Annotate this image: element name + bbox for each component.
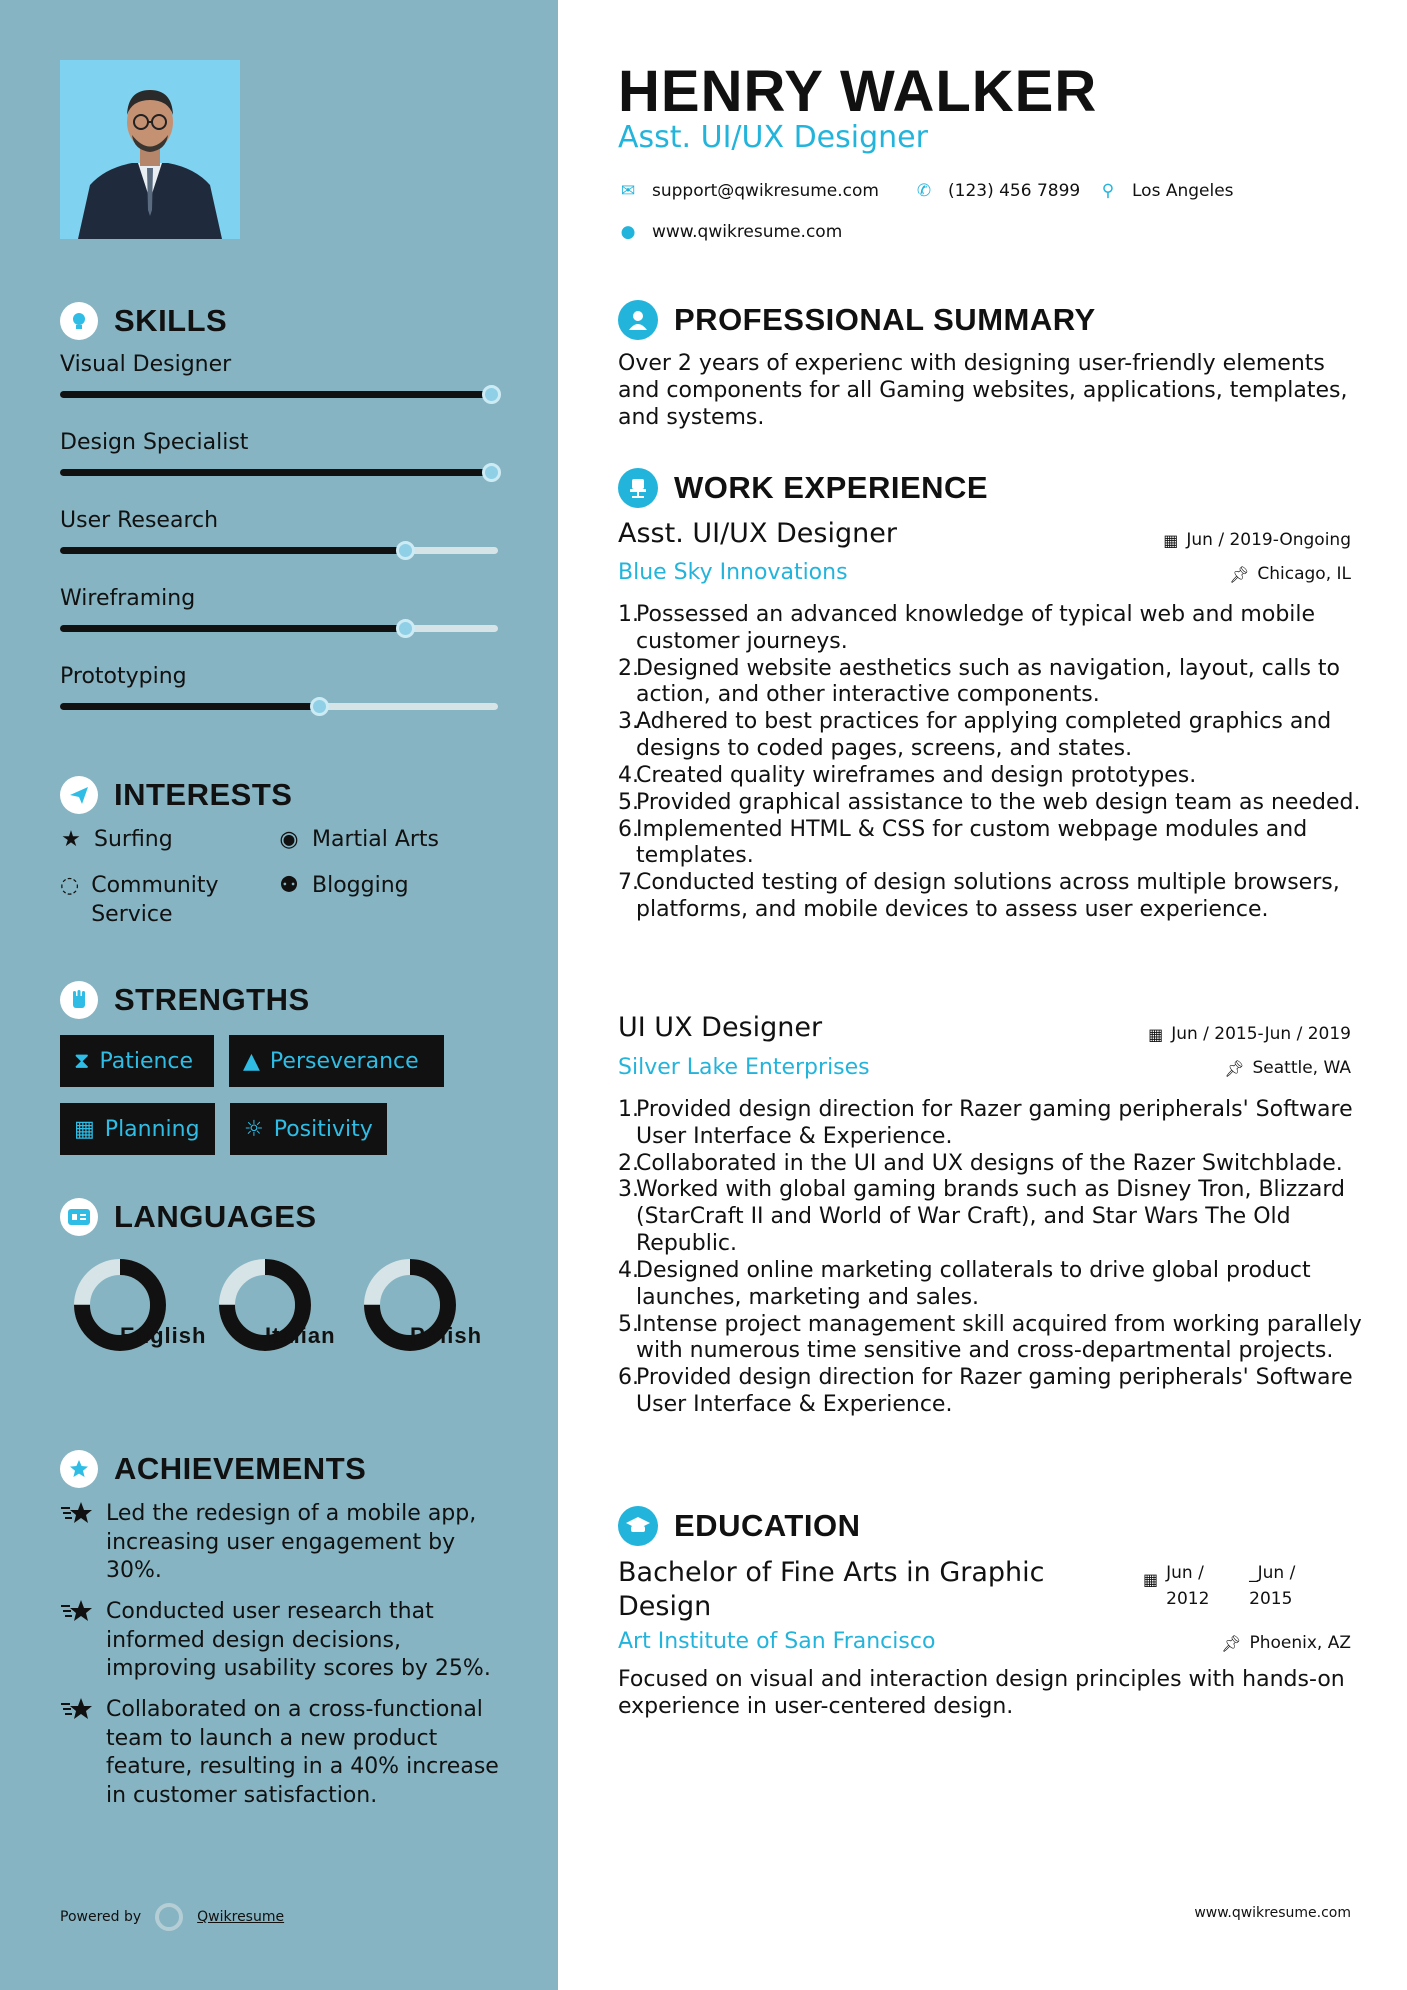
contact-email[interactable] xyxy=(618,181,879,201)
duty-item: 3. Adhered to best practices for applying completed graphics and designs to coded pages, screens, and states. xyxy=(618,709,1332,762)
contact-location xyxy=(1098,181,1234,201)
work-title: WORK EXPERIENCE xyxy=(674,470,989,505)
job-title: Asst. UI/UX Designer xyxy=(618,518,897,549)
calendar-icon: ▦ xyxy=(1143,1570,1159,1589)
skill-item xyxy=(60,430,500,455)
achievement-text: Collaborated on a cross-functional team to launch a new product feature, resulting in a 40% increase in customer satisfaction. xyxy=(106,1697,499,1808)
interest-label: Blogging xyxy=(312,873,409,898)
duty-item: 5. Provided graphical assistance to the web design team as needed. xyxy=(618,789,1361,815)
education-start: Jun / 2012 xyxy=(1166,1563,1210,1610)
map-pin-icon: ⚲ xyxy=(1101,181,1115,201)
paper-plane-icon xyxy=(60,776,98,814)
shooting-star-icon xyxy=(60,1500,96,1586)
hand-icon xyxy=(60,981,98,1019)
job-location-text: Chicago, IL xyxy=(1257,564,1351,584)
hourglass-icon: ⧗ xyxy=(74,1048,90,1074)
skill-bar xyxy=(60,625,498,632)
skill-item xyxy=(60,508,500,533)
graduation-cap-icon xyxy=(618,1506,658,1546)
skill-bar xyxy=(60,391,498,398)
skill-bar xyxy=(60,469,498,476)
footer-url[interactable]: www.qwikresume.com xyxy=(1194,1905,1351,1921)
skill-label: Design Specialist xyxy=(60,430,249,455)
strengths-title: STRENGTHS xyxy=(114,982,310,1017)
language-icon xyxy=(60,1198,98,1236)
interest-label: Martial Arts xyxy=(312,827,440,852)
school-name: Art Institute of San Francisco xyxy=(618,1629,936,1654)
skill-item xyxy=(60,352,500,377)
powered-by-label: Powered by xyxy=(60,1909,142,1925)
skills-heading xyxy=(60,302,227,340)
achievement-item xyxy=(60,1598,500,1684)
skill-item xyxy=(60,664,500,689)
interest-item xyxy=(278,826,439,855)
achievement-text: Led the redesign of a mobile app, increasing user engagement by 30%. xyxy=(106,1501,477,1584)
strength-label: Patience xyxy=(99,1048,194,1074)
duty-item: 4. Designed online marketing collaterals to drive global product launches, marketing and sales. xyxy=(618,1257,1311,1310)
profile-photo xyxy=(60,60,240,239)
skill-label: Prototyping xyxy=(60,664,187,689)
skill-bar-fill xyxy=(60,625,405,632)
location-text: Los Angeles xyxy=(1132,181,1234,201)
contact-website[interactable] xyxy=(618,222,842,242)
strengths-heading xyxy=(60,981,310,1019)
main-content xyxy=(558,0,1407,1990)
achievement-item xyxy=(60,1696,500,1810)
language-label: Polish xyxy=(410,1323,483,1348)
skill-bar-knob xyxy=(396,619,415,638)
job-title: UI UX Designer xyxy=(618,1012,823,1043)
duty-item: 6. Implemented HTML & CSS for custom webpage modules and templates. xyxy=(618,816,1308,869)
job-duties xyxy=(618,602,1376,924)
skill-bar-fill xyxy=(60,469,491,476)
calendar-icon: ▦ xyxy=(74,1116,95,1142)
duty-item: 3. Worked with global gaming brands such as Disney Tron, Blizzard (StarCraft II and World of War Craft), and Star Wars The Old Republic. xyxy=(618,1177,1345,1257)
achievement-text: Conducted user research that informed design decisions, improving usability scores by 25%. xyxy=(106,1599,491,1682)
globe-icon: ◉ xyxy=(279,827,299,852)
strength-label: Planning xyxy=(104,1116,200,1142)
education-location xyxy=(1221,1633,1351,1653)
shooting-star-icon xyxy=(60,1696,96,1810)
skill-label: User Research xyxy=(60,508,219,533)
language-item xyxy=(350,1255,483,1359)
duty-item: 2. Designed website aesthetics such as navigation, layout, calls to action, and other interactive components. xyxy=(618,655,1341,708)
education-heading xyxy=(618,1506,860,1546)
chair-icon xyxy=(618,468,658,508)
job-dates-text: Jun / 2019-Ongoing xyxy=(1186,530,1351,550)
duty-item: 1. Possessed an advanced knowledge of typical web and mobile customer journeys. xyxy=(618,602,1316,654)
contact-phone[interactable] xyxy=(914,181,1080,201)
pin-icon: 📌︎ xyxy=(1221,1633,1242,1653)
calendar-icon: ▦ xyxy=(1163,530,1179,550)
phone-text: (123) 456 7899 xyxy=(948,181,1081,201)
job-dates xyxy=(1148,1024,1351,1044)
achievements-title: ACHIEVEMENTS xyxy=(114,1451,367,1486)
education-title: EDUCATION xyxy=(674,1508,861,1543)
interest-label: Surfing xyxy=(94,827,173,852)
summary-title: PROFESSIONAL SUMMARY xyxy=(674,302,1096,337)
skill-bar-fill xyxy=(60,391,491,398)
education-dates xyxy=(1143,1560,1319,1613)
job-dates-text: Jun / 2015-Jun / 2019 xyxy=(1171,1024,1351,1044)
strength-tag xyxy=(60,1035,214,1087)
languages-heading xyxy=(60,1198,317,1236)
candidate-name: HENRY WALKER xyxy=(618,59,1098,124)
degree-title: Bachelor of Fine Arts in Graphic Design xyxy=(618,1557,1045,1622)
skill-bar xyxy=(60,703,498,710)
sidebar xyxy=(0,0,558,1990)
language-item xyxy=(205,1255,336,1359)
duty-item: 4. Created quality wireframes and design prototypes. xyxy=(618,762,1197,788)
skills-title: SKILLS xyxy=(114,303,228,338)
website-text: www.qwikresume.com xyxy=(652,222,843,242)
education-end: _Jun / 2015 xyxy=(1249,1563,1296,1610)
work-heading xyxy=(618,468,988,508)
language-label: Italian xyxy=(265,1323,336,1348)
duty-item: 2. Collaborated in the UI and UX designs of the Razer Switchblade. xyxy=(618,1150,1343,1176)
star-icon: ★ xyxy=(61,827,81,852)
strength-tag xyxy=(229,1035,444,1087)
skill-bar-fill xyxy=(60,547,405,554)
user-icon xyxy=(618,300,658,340)
interests-title: INTERESTS xyxy=(114,777,293,812)
language-label: English xyxy=(120,1323,207,1348)
lightbulb-icon xyxy=(60,302,98,340)
shield-icon: ◌ xyxy=(60,873,80,898)
road-icon: ▲ xyxy=(243,1048,260,1074)
interest-item xyxy=(60,826,173,855)
phone-icon: ✆ xyxy=(916,181,932,201)
job-duties xyxy=(618,1097,1376,1419)
education-location-text: Phoenix, AZ xyxy=(1249,1633,1351,1653)
globe-icon: ● xyxy=(620,222,636,242)
sun-icon: ☼ xyxy=(244,1116,264,1142)
email-text: support@qwikresume.com xyxy=(652,181,879,201)
duty-item: 1. Provided design direction for Razer gaming peripherals' Software User Interface & Experience. xyxy=(618,1097,1353,1149)
skill-bar-fill xyxy=(60,703,319,710)
strength-tag xyxy=(60,1103,215,1155)
shooting-star-icon xyxy=(60,1598,96,1684)
languages-title: LANGUAGES xyxy=(114,1199,317,1234)
skill-bar-knob xyxy=(396,541,415,560)
award-star-icon xyxy=(60,1450,98,1488)
job-location xyxy=(1224,1058,1351,1078)
strength-label: Perseverance xyxy=(269,1048,419,1074)
qwikresume-logo-icon xyxy=(155,1903,183,1931)
skill-item xyxy=(60,586,500,611)
skill-bar-knob xyxy=(310,697,329,716)
job-location-text: Seattle, WA xyxy=(1252,1058,1351,1078)
users-icon: ⚉ xyxy=(279,873,299,898)
summary-text: Over 2 years of experienc with designing user-friendly elements and components for all Gaming websites, applications, templates, and systems. xyxy=(618,351,1348,430)
strength-tag xyxy=(230,1103,387,1155)
job-dates xyxy=(1163,530,1351,550)
candidate-role: Asst. UI/UX Designer xyxy=(618,120,928,155)
achievements-heading xyxy=(60,1450,366,1488)
duty-item: 6. Provided design direction for Razer gaming peripherals' Software User Interface & Experience. xyxy=(618,1365,1353,1418)
interest-item xyxy=(60,872,250,929)
job-company: Silver Lake Enterprises xyxy=(618,1055,870,1080)
achievement-item xyxy=(60,1500,500,1586)
calendar-icon: ▦ xyxy=(1148,1024,1164,1044)
pin-icon: 📌︎ xyxy=(1229,564,1250,584)
summary-heading xyxy=(618,300,1096,340)
skill-bar xyxy=(60,547,498,554)
envelope-icon: ✉ xyxy=(620,181,636,201)
pin-icon: 📌︎ xyxy=(1224,1058,1245,1078)
strength-label: Positivity xyxy=(273,1116,373,1142)
skill-label: Visual Designer xyxy=(60,352,232,377)
skill-bar-knob xyxy=(482,385,501,404)
duty-item: 7. Conducted testing of design solutions across multiple browsers, platforms, and mobile devices to assess user experience. xyxy=(618,870,1340,923)
powered-by xyxy=(60,1903,284,1931)
job-location xyxy=(1229,564,1351,584)
interest-label: Community Service xyxy=(91,873,219,927)
interests-heading xyxy=(60,776,292,814)
skill-bar-knob xyxy=(482,463,501,482)
education-description: Focused on visual and interaction design principles with hands-on experience in user-centered design. xyxy=(618,1667,1345,1719)
brand-link[interactable]: Qwikresume xyxy=(197,1909,285,1925)
skill-label: Wireframing xyxy=(60,586,196,611)
language-item xyxy=(60,1255,207,1359)
duty-item: 5. Intense project management skill acquired from working parallely with numerous time sensitive and cross-departmental projects. xyxy=(618,1311,1362,1364)
job-company: Blue Sky Innovations xyxy=(618,560,848,585)
interest-item xyxy=(278,872,409,901)
